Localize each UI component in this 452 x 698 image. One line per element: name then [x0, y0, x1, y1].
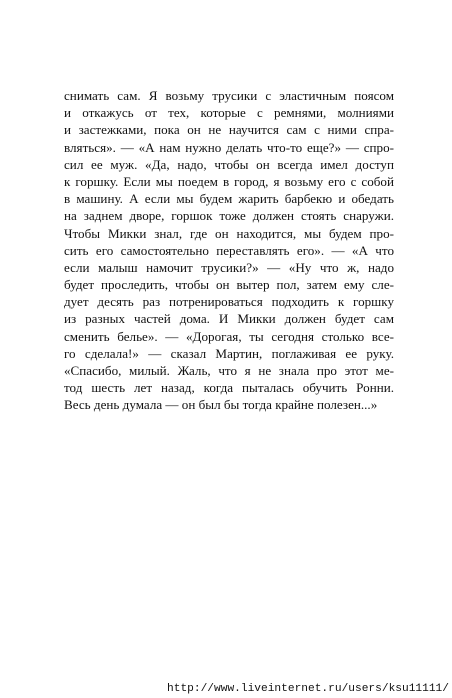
text-line: «Спасибо, милый. Жаль, что я не знала про этот ме-: [64, 363, 394, 378]
text-line: к горшку. Если мы поедем в город, я возьму его с собой: [64, 173, 394, 189]
text-line: вляться». — «А нам нужно делать что-то еще?» — спро-: [64, 139, 394, 155]
text-line: сить его самостоятельно переставлять его». — «А что: [64, 242, 394, 258]
text-line: в машину. А если мы будем жарить барбекю и обедать: [64, 191, 394, 207]
text-line: на заднем дворе, горшок тоже должен стоять снаружи.: [64, 208, 394, 224]
text-line: и откажусь от тех, которые с ремнями, молниями: [64, 105, 394, 121]
text-line: сменить белье». — «Дорогая, ты сегодня столько все-: [64, 328, 394, 344]
text-line: сил ее муж. «Да, надо, чтобы он всегда имел доступ: [64, 156, 394, 172]
text-line: из разных частей дома. И Микки должен будет сам: [64, 311, 394, 327]
text-line: если малыш намочит трусики?» — «Ну что ж, надо: [64, 259, 394, 275]
source-url[interactable]: http://www.liveinternet.ru/users/ksu11111/: [167, 683, 449, 695]
text-line: и застежками, пока он не научится сам с ними спра-: [64, 122, 394, 138]
body-text: [64, 87, 394, 414]
text-line: снимать сам. Я возьму трусики с эластичным поясом: [64, 88, 394, 103]
text-line: го сделала!» — сказал Мартин, поглаживая ее руку.: [64, 345, 394, 361]
text-line: тод шесть лет назад, когда пыталась обучить Ронни.: [64, 380, 394, 396]
text-line: будет проследить, чтобы он вытер пол, затем ему сле-: [64, 277, 394, 293]
text-line: Весь день думала — он был бы тогда крайне полезен...»: [64, 397, 378, 413]
text-line: Чтобы Микки знал, где он находится, мы будем про-: [64, 225, 394, 241]
text-line: дует десять раз потренироваться подходить к горшку: [64, 294, 394, 310]
